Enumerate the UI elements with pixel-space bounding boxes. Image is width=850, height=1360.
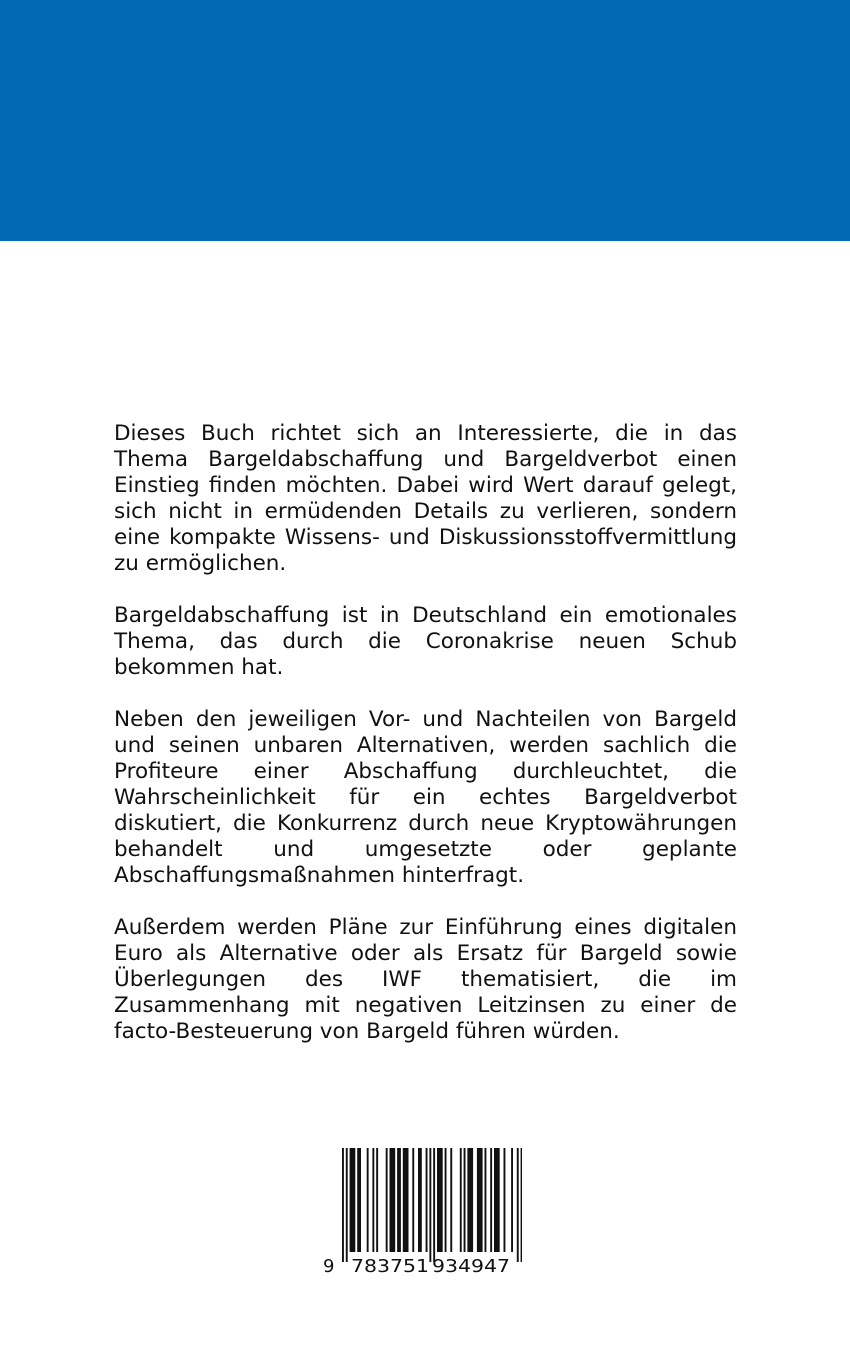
blurb-paragraph-1: Dieses Buch richtet sich an Interessierte, die in das Thema Bargeldabschaffung und Bargeldverbot einen Einstieg finden möchten. Dabei wird Wert darauf gelegt, sich nicht in ermüdenden Details zu verlieren, sondern eine kompakte Wissens- und Diskussionsstoffvermittlung zu ermöglichen. [114,421,737,576]
barcode-bar [390,1148,396,1252]
barcode-bar [490,1148,492,1252]
barcode-bar [433,1148,435,1262]
barcode-bar [386,1148,388,1252]
barcode-bar [517,1148,519,1262]
barcode-bar [445,1148,447,1252]
barcode-bar [418,1148,422,1252]
barcode-bar [412,1148,414,1252]
barcode-bars [342,1148,522,1262]
barcode-bar [346,1148,348,1262]
barcode-bar [511,1148,513,1252]
barcode-bar [426,1148,428,1252]
cover-top-band [0,0,850,241]
barcode-bar [376,1148,378,1252]
barcode-bar [437,1148,443,1252]
barcode-bar [485,1148,487,1252]
back-cover-blurb [114,421,737,1071]
isbn-left-digits: 783751 [351,1256,429,1276]
barcode-bar [450,1148,452,1252]
barcode-bar [397,1148,401,1252]
isbn-right-digits: 934947 [432,1256,510,1276]
blurb-paragraph-4: Außerdem werden Pläne zur Einführung eines digitalen Euro als Alternative oder als Ersatz für Bargeld sowie Überlegungen des IWF thematisiert, die im Zusammenhang mit negativen Leitzinsen zu einer de facto-Besteuerung von Bargeld führen würden. [114,915,737,1044]
barcode-graphic [322,1146,522,1276]
barcode-bar [342,1148,344,1262]
barcode-bar [467,1148,473,1252]
barcode-bar [504,1148,506,1252]
barcode-bar [403,1148,409,1252]
barcode-bar [464,1148,466,1252]
barcode-bar [350,1148,356,1252]
barcode-bar [460,1148,462,1252]
barcode-bar [429,1148,431,1262]
blurb-paragraph-2: Bargeldabschaffung ist in Deutschland ein emotionales Thema, das durch die Coronakrise neuen Schub bekommen hat. [114,603,737,680]
barcode-bar [367,1148,369,1252]
blurb-paragraph-3: Neben den jeweiligen Vor- und Nachteilen von Bargeld und seinen unbaren Alternativen, werden sachlich die Profiteure einer Abschaffung durchleuchtet, die Wahrscheinlichkeit für ein echtes Bargeldverbot diskutiert, die Konkurrenz durch neue Kryptowährungen behandelt und umgesetzte oder geplante Abschaffungsmaßnahmen hinterfragt. [114,707,737,888]
isbn-lead-digit: 9 [323,1256,335,1276]
barcode-bar [372,1148,374,1252]
barcode-bar [521,1148,522,1262]
isbn-barcode [322,1146,522,1276]
barcode-bar [494,1148,500,1252]
barcode-bar [477,1148,483,1252]
barcode-bar [357,1148,361,1252]
